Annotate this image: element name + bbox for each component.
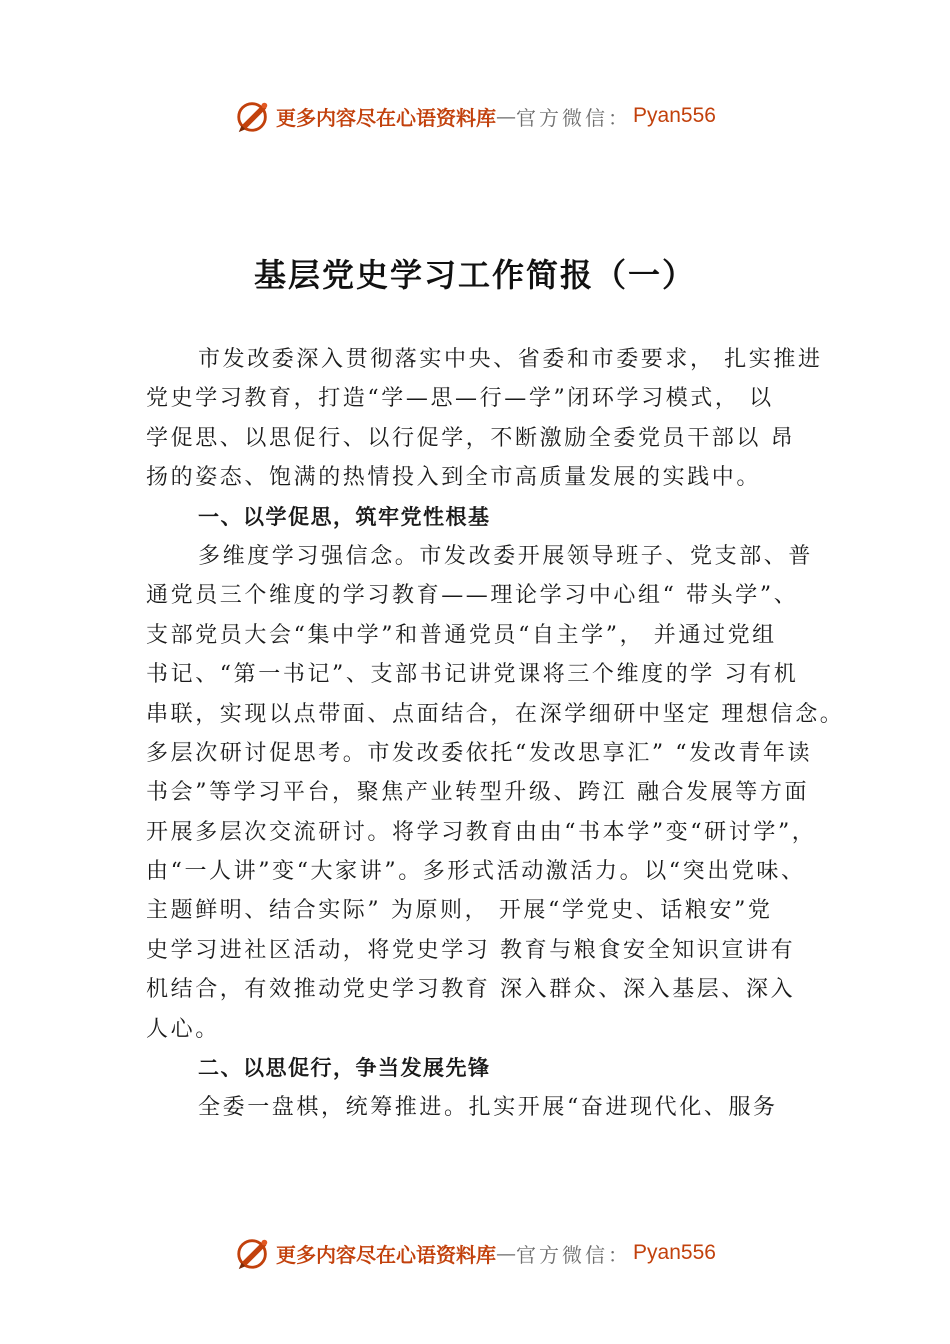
body-line: 开展多层次交流研讨。将学习教育由由“书本学”变“研讨学”， bbox=[146, 819, 817, 845]
body-line: 书会”等学习平台，聚焦产业转型升级、跨江 融合发展等方面 bbox=[146, 780, 810, 806]
body-line: 学促思、以思促行、以行促学，不断激励全委党员干部以 昂 bbox=[146, 425, 796, 451]
pen-logo-icon bbox=[234, 97, 272, 135]
banner-account: Pyan556 bbox=[633, 104, 716, 127]
body-line: 串联，实现以点带面、点面结合，在深学细研中坚定 理想信念。 bbox=[146, 701, 845, 727]
body-line: 通党员三个维度的学习教育——理论学习中心组“ 带头学”、 bbox=[146, 583, 799, 609]
body-line: 支部党员大会“集中学”和普通党员“自主学”， 并通过党组 bbox=[146, 622, 777, 648]
body-line: 书记、“第一书记”、支部书记讲党课将三个维度的学 习有机 bbox=[146, 662, 799, 688]
banner-prefix: 更多内容尽在心语资料库 bbox=[276, 105, 497, 130]
body-line: 多层次研讨促思考。市发改委依托“发改思享汇” “发改青年读 bbox=[146, 740, 813, 766]
body-line: 市发改委深入贯彻落实中央、省委和市委要求， 扎实推进 bbox=[198, 347, 823, 372]
body-line: 扬的姿态、饱满的热情投入到全市高质量发展的实践中。 bbox=[146, 465, 762, 491]
body-line: 主题鲜明、结合实际” 为原则， 开展“学党史、话粮安”党 bbox=[146, 898, 773, 924]
banner-prefix: 更多内容尽在心语资料库 bbox=[276, 1242, 497, 1267]
body-line: 党史学习教育，打造“学—思—行—学”闭环学习模式， 以 bbox=[146, 386, 774, 412]
page-title: 基层党史学习工作简报（一） bbox=[253, 256, 696, 294]
body-line: 人心。 bbox=[146, 1016, 220, 1042]
body-line: 史学习进社区活动，将党史学习 教育与粮食安全知识宣讲有 bbox=[146, 937, 796, 963]
body-line: 由“一人讲”变“大家讲”。多形式活动激活力。以“突出党味、 bbox=[146, 859, 806, 885]
document-body bbox=[146, 340, 846, 1128]
banner-account: Pyan556 bbox=[633, 1241, 716, 1264]
body-line: 全委一盘棋，统筹推进。扎实开展“奋进现代化、服务 bbox=[198, 1095, 778, 1121]
banner-wechat-label: 官方微信： bbox=[516, 105, 632, 130]
body-line: 多维度学习强信念。市发改委开展领导班子、党支部、普 bbox=[198, 543, 814, 569]
section-heading-2: 二、以思促行，争当发展先锋 bbox=[198, 1056, 491, 1081]
banner-dash: — bbox=[496, 1241, 517, 1265]
banner-dash: — bbox=[496, 104, 517, 128]
body-line: 机结合，有效推动党史学习教育 深入群众、深入基层、深入 bbox=[146, 977, 796, 1003]
section-heading-1: 一、以学促思，筑牢党性根基 bbox=[198, 504, 491, 529]
banner-wechat-label: 官方微信： bbox=[516, 1242, 632, 1267]
header-banner bbox=[0, 96, 950, 136]
footer-banner bbox=[0, 1233, 950, 1273]
pen-logo-icon bbox=[234, 1234, 272, 1272]
